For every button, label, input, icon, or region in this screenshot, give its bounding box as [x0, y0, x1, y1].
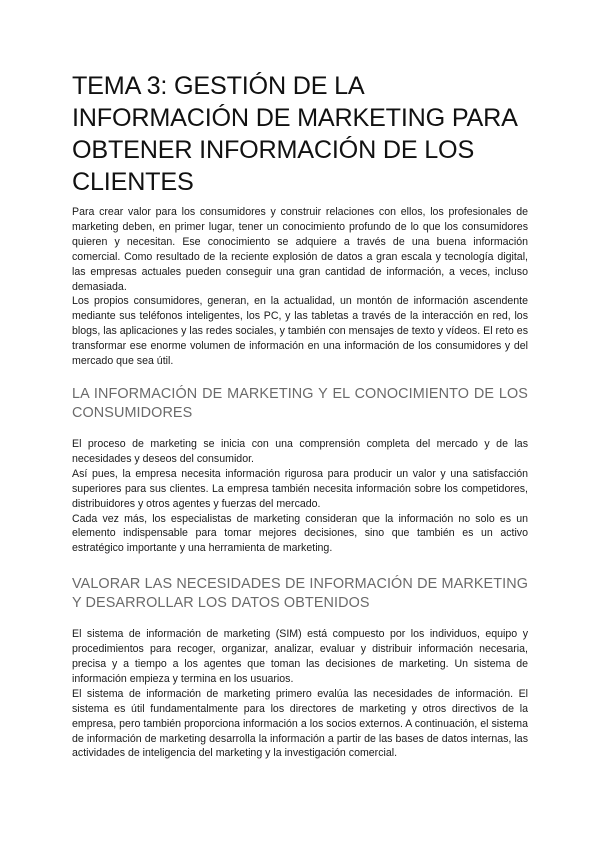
section-2-body — [72, 627, 528, 761]
section-1-paragraph-2: Así pues, la empresa necesita información rigurosa para producir un valor y una satisfacción superiores para sus clientes. La empresa también necesita información sobre los competidores, distribuidores y otros agentes y fuerzas del mercado. — [72, 467, 528, 510]
section-1-body — [72, 437, 528, 556]
intro-paragraph-2: Los propios consumidores, generan, en la actualidad, un montón de información ascendente mediante sus teléfonos inteligentes, los PC, y las tabletas a través de la interacción en red, los blogs, las aplicaciones y las redes sociales, y también con mensajes de texto y vídeos. El reto es transformar ese enorme volumen de información en una información de los consumidores y del mercado que sea útil. — [72, 295, 528, 368]
section-1-heading: LA INFORMACIÓN DE MARKETING Y EL CONOCIMIENTO DE LOS CONSUMIDORES — [72, 385, 528, 421]
section-1-paragraph-1: El proceso de marketing se inicia con una comprensión completa del mercado y de las necesidades y deseos del consumidor. — [72, 437, 528, 465]
section-1-paragraph-3: Cada vez más, los especialistas de marketing consideran que la información no solo es un elemento indispensable para tomar mejores decisiones, sino que también es un activo estratégico importante y una herramienta de marketing. — [72, 512, 528, 555]
intro-section — [72, 205, 528, 369]
page-title: TEMA 3: GESTIÓN DE LA INFORMACIÓN DE MARKETING PARA OBTENER INFORMACIÓN DE LOS CLIENTES — [72, 72, 517, 196]
section-2-paragraph-1: El sistema de información de marketing (SIM) está compuesto por los individuos, equipo y procedimientos para recoger, organizar, analizar, evaluar y distribuir información necesaria, precisa y a tiempo a los agentes que toman las decisiones de marketing. Un sistema de información empieza y termina en los usuarios. — [72, 628, 528, 685]
section-2-paragraph-2: El sistema de información de marketing primero evalúa las necesidades de información. El sistema es útil fundamentalmente para los directores de marketing y otros directivos de la empresa, pero también proporciona información a los socios externos. A continuación, el sistema de información de marketing desarrolla la información a partir de las bases de datos internas, las actividades de inteligencia del marketing y la investigación comercial. — [72, 687, 528, 760]
title-block — [72, 70, 528, 198]
document-page — [72, 70, 528, 761]
section-2-heading: VALORAR LAS NECESIDADES DE INFORMACIÓN DE MARKETING Y DESARROLLAR LOS DATOS OBTENIDOS — [72, 576, 528, 612]
intro-paragraph-1: Para crear valor para los consumidores y construir relaciones con ellos, los profesionales de marketing deben, en primer lugar, tener un conocimiento profundo de lo que los consumidores quieren y necesitan. Ese conocimiento se adquiere a través de una buena información comercial. Como resultado de la reciente explosión de datos a gran escala y tecnología digital, las empresas actuales pueden conseguir una gran cantidad de información, a veces, incluso demasiada. — [72, 206, 528, 293]
